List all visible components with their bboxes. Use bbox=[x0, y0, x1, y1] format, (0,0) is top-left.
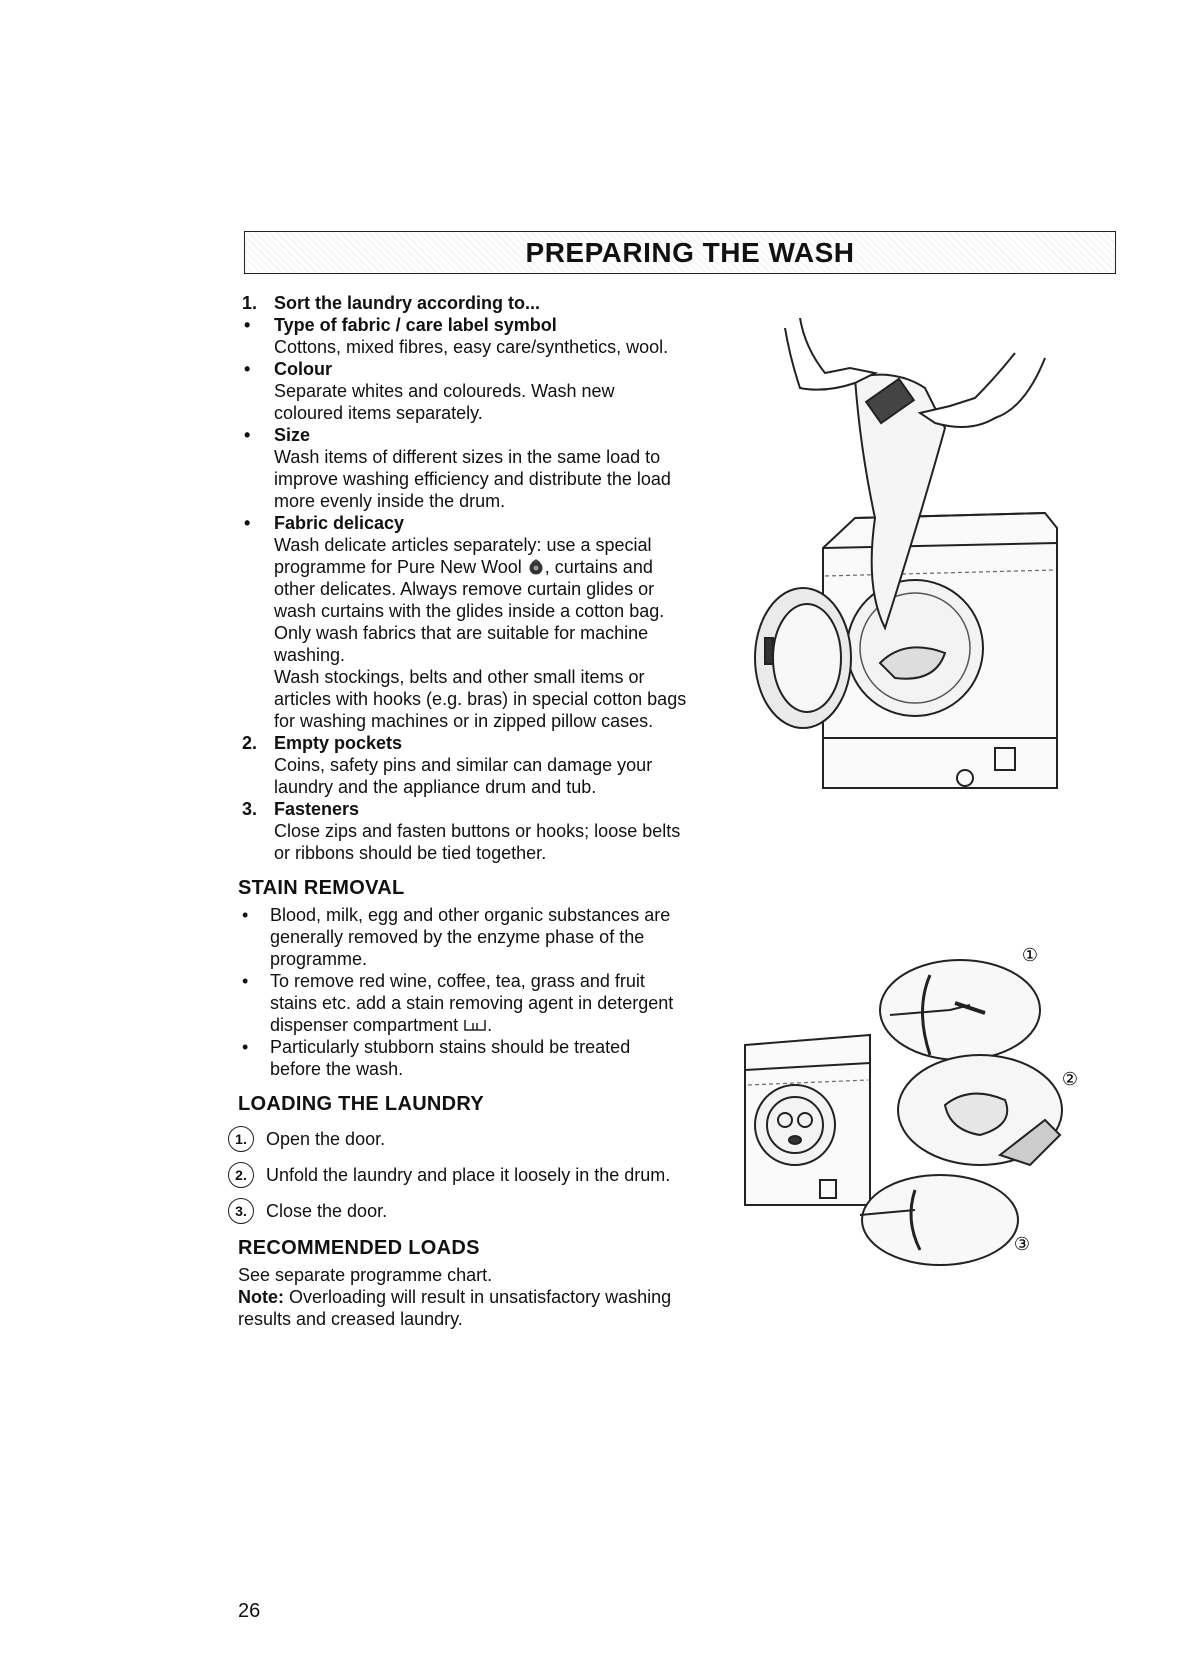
loading-heading: LOADING THE LAUNDRY bbox=[238, 1093, 485, 1115]
detergent-compartment-icon bbox=[463, 1018, 487, 1032]
fasteners-heading: Fasteners bbox=[274, 799, 360, 819]
sort-item-colour bbox=[238, 358, 708, 424]
stain-bullet-wine bbox=[238, 970, 708, 1036]
empty-pockets-number: 2. bbox=[242, 733, 258, 753]
note-line bbox=[238, 1286, 708, 1308]
sort-item-line: articles with hooks (e.g. bras) in special cotton bags bbox=[274, 689, 687, 709]
step-three-marker: ③ bbox=[1013, 1234, 1031, 1255]
compartment-text: dispenser compartment bbox=[270, 1015, 459, 1035]
fasteners-line: Close zips and fasten buttons or hooks; loose belts bbox=[274, 821, 681, 841]
stain-line: programme. bbox=[270, 949, 368, 969]
loading-step-1 bbox=[228, 1126, 708, 1152]
sort-item-line: washing. bbox=[274, 645, 346, 665]
empty-pockets bbox=[238, 732, 708, 798]
bullet: • bbox=[244, 513, 251, 533]
stain-line: Particularly stubborn stains should be treated bbox=[270, 1037, 631, 1057]
sort-item-line: Wash delicate articles separately: use a special bbox=[274, 535, 652, 555]
sort-heading-text: Sort the laundry according to... bbox=[274, 293, 541, 313]
wool-line-end: , curtains and bbox=[544, 557, 653, 577]
stain-line: before the wash. bbox=[270, 1059, 404, 1079]
page-title: PREPARING THE WASH bbox=[525, 236, 855, 268]
loading-steps-illustration bbox=[740, 935, 1100, 1295]
loading-step-2 bbox=[228, 1162, 708, 1188]
sort-item-line: other delicates. Always remove curtain glides or bbox=[274, 579, 655, 599]
step-one-marker: ① bbox=[1021, 945, 1039, 966]
stain-bullet-organic bbox=[238, 904, 708, 970]
stain-bullet-stubborn bbox=[238, 1036, 708, 1080]
stain-line: generally removed by the enzyme phase of the bbox=[270, 927, 645, 947]
page-number: 26 bbox=[238, 1600, 261, 1622]
sort-item-delicacy bbox=[238, 512, 708, 732]
sort-item-line: Wash items of different sizes in the same load to bbox=[274, 447, 661, 467]
wool-line-start: programme for Pure New Wool bbox=[274, 557, 522, 577]
bullet: • bbox=[242, 905, 249, 925]
sort-item-line: Cottons, mixed fibres, easy care/synthetics, wool. bbox=[274, 337, 669, 357]
sort-item-line: coloured items separately. bbox=[274, 403, 483, 423]
sort-item-line: improve washing efficiency and distribute the load bbox=[274, 469, 671, 489]
recommended-heading: RECOMMENDED LOADS bbox=[238, 1237, 480, 1259]
stain-line: To remove red wine, coffee, tea, grass and fruit bbox=[270, 971, 645, 991]
sort-item-line: for washing machines or in zipped pillow cases. bbox=[274, 711, 654, 731]
bullet: • bbox=[242, 971, 249, 991]
step-two-marker: ② bbox=[1061, 1069, 1079, 1090]
step-text: Unfold the laundry and place it loosely in the drum. bbox=[266, 1165, 671, 1185]
sort-item-line: wash curtains with the glides inside a cotton bag. bbox=[274, 601, 665, 621]
loading-step-3 bbox=[228, 1198, 708, 1224]
bullet: • bbox=[244, 425, 251, 445]
sort-item-heading: Colour bbox=[274, 359, 332, 379]
step-number-circle: 2. bbox=[228, 1162, 254, 1188]
step-number-circle: 1. bbox=[228, 1126, 254, 1152]
step-number-circle: 3. bbox=[228, 1198, 254, 1224]
fasteners-number: 3. bbox=[242, 799, 258, 819]
empty-pockets-line: laundry and the appliance drum and tub. bbox=[274, 777, 597, 797]
step-text: Open the door. bbox=[266, 1129, 386, 1149]
title-bar bbox=[244, 231, 1116, 274]
laundry-sorting-illustration bbox=[745, 318, 1090, 808]
sort-item-fabric bbox=[238, 314, 708, 358]
sort-item-line-wool bbox=[274, 556, 708, 578]
sort-item-line: Separate whites and coloureds. Wash new bbox=[274, 381, 615, 401]
sort-item-line: more evenly inside the drum. bbox=[274, 491, 506, 511]
note-text: Overloading will result in unsatisfactory washing bbox=[284, 1287, 672, 1307]
sort-heading bbox=[238, 292, 708, 314]
sort-number: 1. bbox=[242, 293, 258, 313]
stain-line: Blood, milk, egg and other organic substances are bbox=[270, 905, 671, 925]
sort-item-line: Wash stockings, belts and other small items or bbox=[274, 667, 645, 687]
sort-item-line: Only wash fabrics that are suitable for machine bbox=[274, 623, 649, 643]
wool-symbol-icon bbox=[527, 559, 545, 575]
sort-item-heading: Fabric delicacy bbox=[274, 513, 405, 533]
note-text: results and creased laundry. bbox=[238, 1309, 463, 1329]
bullet: • bbox=[244, 315, 251, 335]
step-text: Close the door. bbox=[266, 1201, 388, 1221]
bullet: • bbox=[242, 1037, 249, 1057]
fasteners bbox=[238, 798, 708, 864]
sort-item-heading: Type of fabric / care label symbol bbox=[274, 315, 557, 335]
empty-pockets-line: Coins, safety pins and similar can damage your bbox=[274, 755, 653, 775]
bullet: • bbox=[244, 359, 251, 379]
empty-pockets-heading: Empty pockets bbox=[274, 733, 403, 753]
stain-removal-heading: STAIN REMOVAL bbox=[238, 877, 405, 899]
sort-item-size bbox=[238, 424, 708, 512]
fasteners-line: or ribbons should be tied together. bbox=[274, 843, 547, 863]
stain-line-compartment: dispenser compartment . bbox=[270, 1015, 493, 1035]
sort-item-heading: Size bbox=[274, 425, 311, 445]
recommended-line: See separate programme chart. bbox=[238, 1265, 493, 1285]
stain-line: stains etc. add a stain removing agent in detergent bbox=[270, 993, 674, 1013]
main-text-column bbox=[235, 292, 708, 1330]
note-label: Note: bbox=[238, 1287, 284, 1307]
